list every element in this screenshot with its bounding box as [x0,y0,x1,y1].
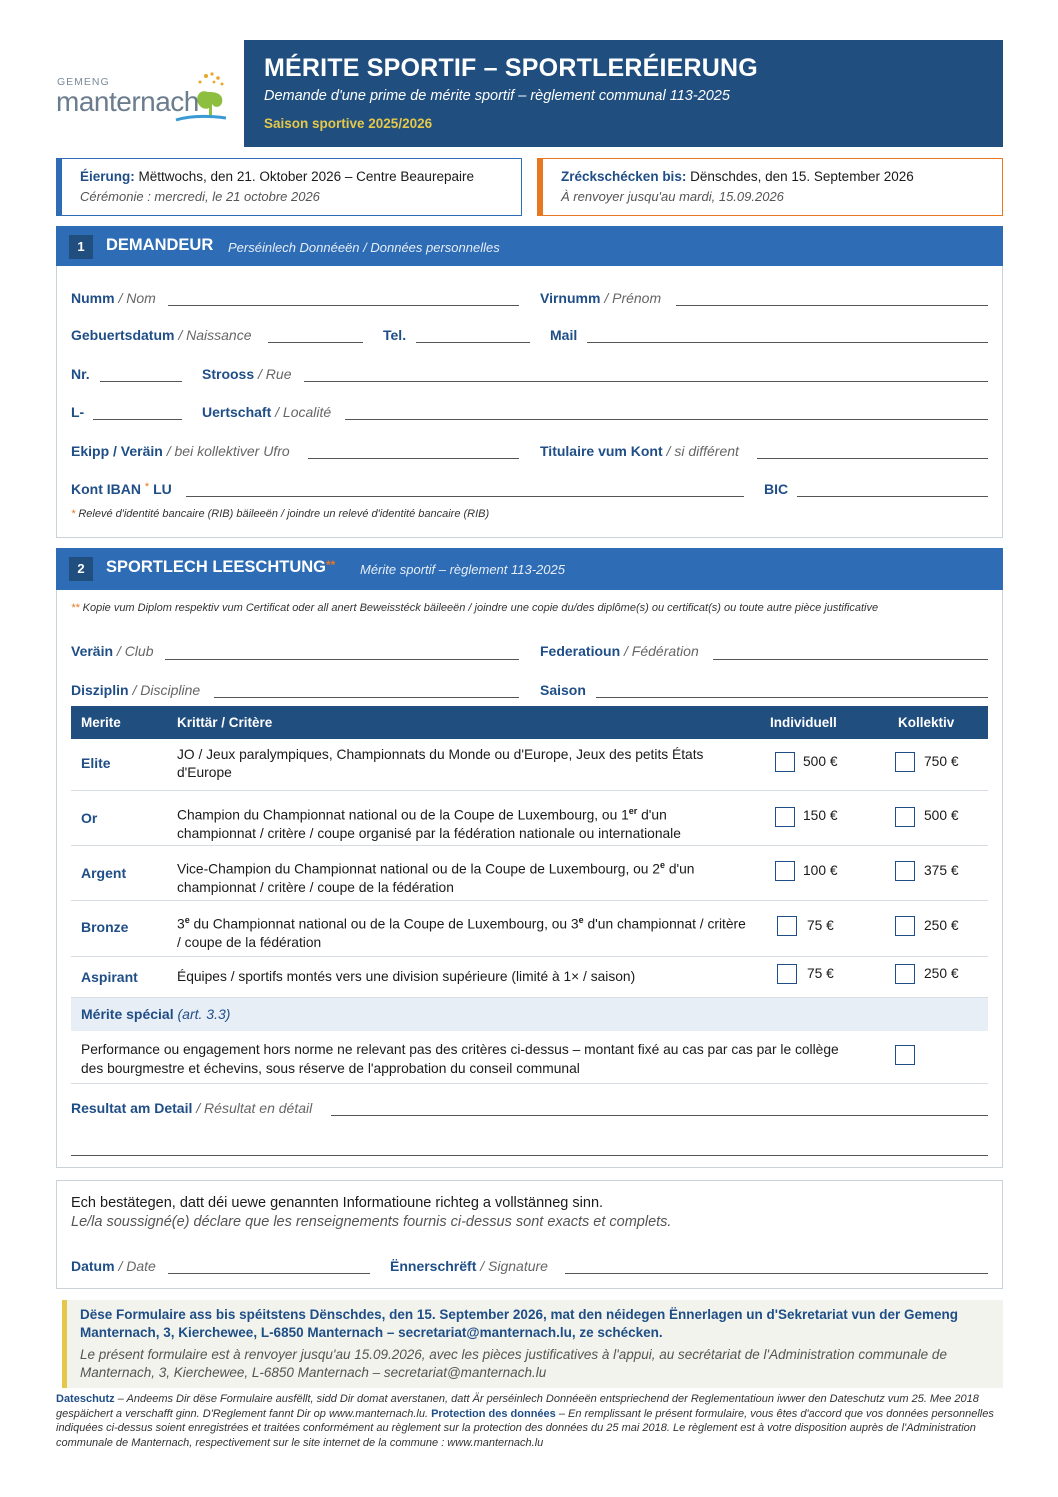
input-signature[interactable] [565,1273,988,1274]
special-criteria: Performance ou engagement hors norme ne relevant pas des critères ci-dessus – montant fixé au cas par cas par le collège des bourgmestre et échevins, sous réserve de l'approbation du conseil communal [81,1042,839,1076]
input-resultat-line-1[interactable] [331,1115,988,1116]
ceremony-label: Éierung: [80,169,135,184]
section-1-title: DEMANDEUR [106,236,214,254]
ceremony-value: Mëttwochs, den 21. Oktober 2026 – Centre Beaurepaire [134,169,474,184]
table-row-elite [71,739,988,791]
rib-footnote: * Relevé d'identité bancaire (RIB) bäileeën / joindre un relevé d'identité bancaire (RIB) [71,508,490,520]
amount-argent-kollektiv: 375 € [924,863,959,878]
label-virnumm: Virnumm / Prénom [540,290,662,306]
label-verain: Veräin / Club [71,643,154,659]
input-verain[interactable] [165,659,519,660]
row-label: Bronze [81,919,129,935]
declaration-fr: Le/la soussigné(e) déclare que les renseignements fournis ci-dessus sont exacts et complets. [71,1214,672,1230]
return-value: Dënschdes, den 15. September 2026 [686,169,914,184]
label-tel: Tel. [383,327,407,343]
row-label: Or [81,810,98,826]
diploma-footnote: ** Kopie vum Diplom respektiv vum Certificat oder all anert Beweisstéck bäileeën / joindre une copie du/des diplôme(s) ou certificat(s) ou toute autre pièce justificative [71,602,879,614]
input-resultat-line-2[interactable] [71,1155,988,1156]
merite-table-header [71,706,988,739]
input-gebuertsdatum[interactable] [268,342,363,343]
checkbox-bronze-kollektiv[interactable] [895,916,915,936]
submission-note-fr: Le présent formulaire est à renvoyer jusqu'au 15.09.2026, avec les pièces justificatives à l'appui, au secrétariat de l'Administration communale de Manternach, 3, Kierchewee, L-6850 Manternach – secretariat@manternach.lu [80,1347,947,1380]
amount-bronze-individuell: 75 € [807,918,834,933]
row-criteria: Champion du Championnat national ou de la Coupe de Luxembourg, ou 1er d'un championnat / critère / coupe organisé par la fédération nationale ou internationale [177,806,681,841]
divider [71,1083,988,1084]
table-row-aspirant [71,957,988,998]
input-disziplin[interactable] [214,697,519,698]
amount-argent-individuell: 100 € [803,863,838,878]
input-strooss[interactable] [304,381,988,382]
input-federatioun[interactable] [713,659,988,660]
amount-or-kollektiv: 500 € [924,808,959,823]
input-iban[interactable] [186,496,744,497]
label-nr: Nr. [71,366,90,382]
row-label: Argent [81,865,127,881]
label-numm: Numm / Nom [71,290,156,306]
checkbox-elite-individuell[interactable] [775,752,795,772]
season-label: Saison sportive 2025/2026 [264,116,433,131]
amount-or-individuell: 150 € [803,808,838,823]
amount-bronze-kollektiv: 250 € [924,918,959,933]
label-signature: Ënnerschrëft / Signature [390,1258,548,1274]
row-label: Elite [81,755,111,771]
label-datum: Datum / Date [71,1258,156,1274]
checkbox-bronze-individuell[interactable] [777,916,797,936]
label-postcode: L- [71,404,85,420]
declaration-lux: Ech bestätegen, datt déi uewe genannten Informatioune richteg a vollstänneg sinn. [71,1195,604,1211]
section-2-subtitle: Mérite sportif – règlement 113-2025 [360,562,565,577]
section-2-header [56,548,1003,590]
checkbox-or-individuell[interactable] [775,807,795,827]
row-criteria: 3e du Championnat national ou de la Coupe de Luxembourg, ou 3e d'un championnat / critère / coupe de la fédération [177,915,746,950]
table-row-argent [71,846,988,901]
label-bic: BIC [764,481,789,497]
label-saison: Saison [540,682,586,698]
input-ekipp[interactable] [308,458,519,459]
section-2-number: 2 [69,557,93,581]
submission-note-lux: Dëse Formulaire ass bis spéitstens Dënschdes, den 15. September 2026, mat den néidegen Ënnerlagen un d'Sekretariat vun der Gemeng Manternach, 3, Kierchewee, L-6850 Manternach – secretariat@manternach.lu, ze schécken. [80,1307,959,1340]
section-demandeur [56,226,1003,538]
label-gebuertsdatum: Gebuertsdatum / Naissance [71,327,252,343]
row-criteria: Vice-Champion du Championnat national ou de la Coupe de Luxembourg, ou 2e d'un championnat / critère / coupe de la fédération [177,860,695,895]
special-article: (art. 3.3) [173,1006,231,1022]
logo-gemeng-text: GEMENG [57,76,110,88]
table-row-bronze [71,901,988,957]
input-numm[interactable] [168,305,519,306]
amount-aspirant-kollektiv: 250 € [924,966,959,981]
table-row-or [71,791,988,846]
checkbox-or-kollektiv[interactable] [895,807,915,827]
ceremony-info-box [56,158,522,216]
section-1-header [56,226,1003,266]
page-title: MÉRITE SPORTIF – SPORTLERÉIERUNG [264,54,758,82]
checkbox-aspirant-individuell[interactable] [777,964,797,984]
label-disziplin: Disziplin / Discipline [71,682,201,698]
input-bic[interactable] [797,496,988,497]
row-label: Aspirant [81,969,138,985]
label-ekipp: Ekipp / Veräin / bei kollektiver Ufro [71,443,290,459]
checkbox-merite-special[interactable] [895,1045,915,1065]
privacy-notice: Dateschutz – Andeems Dir dëse Formulaire ausfëllt, sidd Dir domat averstanen, datt Är perséinlech Donnéeën entspriechend der Reglementatioun iwwer den Dateschutz vum 25. Mee 2018 gespäichert a verschafft ginn. D'Reglement fannt Dir op www.manternach.lu. Protection des données – En remplissant le présent formulaire, vous êtes d'accord que vos données personnelles indiquées ci-dessus soient enregistrées et traitées conformément au règlement sur la protection des données du 25 mai 2018. Le règlement est à votre disposition auprès de l'Administration communale de Manternach, respectivement sur le site internet de la commune : www.manternach.lu [56,1393,994,1449]
checkbox-elite-kollektiv[interactable] [895,752,915,772]
input-virnumm[interactable] [676,305,988,306]
th-merite: Merite [81,715,121,730]
label-strooss: Strooss / Rue [202,366,292,382]
return-fr: À renvoyer jusqu'au mardi, 15.09.2026 [561,189,784,204]
row-criteria: JO / Jeux paralympiques, Championnats du Monde ou d'Europe, Jeux des petits États d'Europe [177,747,704,780]
merite-special-header [71,998,988,1031]
th-kollektiv: Kollektiv [898,715,955,730]
th-critere: Krittär / Critère [177,715,273,730]
label-federatioun: Federatioun / Fédération [540,643,699,659]
section-1-number: 1 [69,235,93,259]
input-postcode[interactable] [93,419,182,420]
section-2-title: SPORTLECH LEESCHTUNG** [106,558,336,576]
checkbox-aspirant-kollektiv[interactable] [895,964,915,984]
amount-elite-kollektiv: 750 € [924,754,959,769]
special-label: Mérite spécial [81,1006,174,1022]
page-subtitle: Demande d'une prime de mérite sportif – règlement communal 113-2025 [264,88,730,104]
th-individuell: Individuell [770,715,837,730]
label-resultat: Resultat am Detail / Résultat en détail [71,1100,313,1116]
amount-aspirant-individuell: 75 € [807,966,834,981]
input-saison[interactable] [596,697,988,698]
input-datum[interactable] [168,1273,370,1274]
label-uertschaft: Uertschaft / Localité [202,404,332,420]
amount-elite-individuell: 500 € [803,754,838,769]
input-tel[interactable] [416,342,530,343]
input-titulaire[interactable] [757,458,988,459]
input-nr[interactable] [100,381,182,382]
ceremony-fr: Cérémonie : mercredi, le 21 octobre 2026 [80,189,320,204]
input-uertschaft[interactable] [345,419,988,420]
checkbox-argent-individuell[interactable] [775,861,795,881]
section-1-subtitle: Perséinlech Donnéeën / Données personnelles [228,240,500,255]
checkbox-argent-kollektiv[interactable] [895,861,915,881]
logo-name-text: manternach [56,86,199,117]
return-info-box [537,158,1003,216]
row-criteria: Équipes / sportifs montés vers une division supérieure (limité à 1× / saison) [177,969,636,984]
return-label: Zréckschécken bis: [561,169,687,184]
label-titulaire: Titulaire vum Kont / si différent [540,443,739,459]
label-iban: Kont IBAN * LU [71,481,172,497]
label-mail: Mail [550,327,578,343]
input-mail[interactable] [587,342,988,343]
